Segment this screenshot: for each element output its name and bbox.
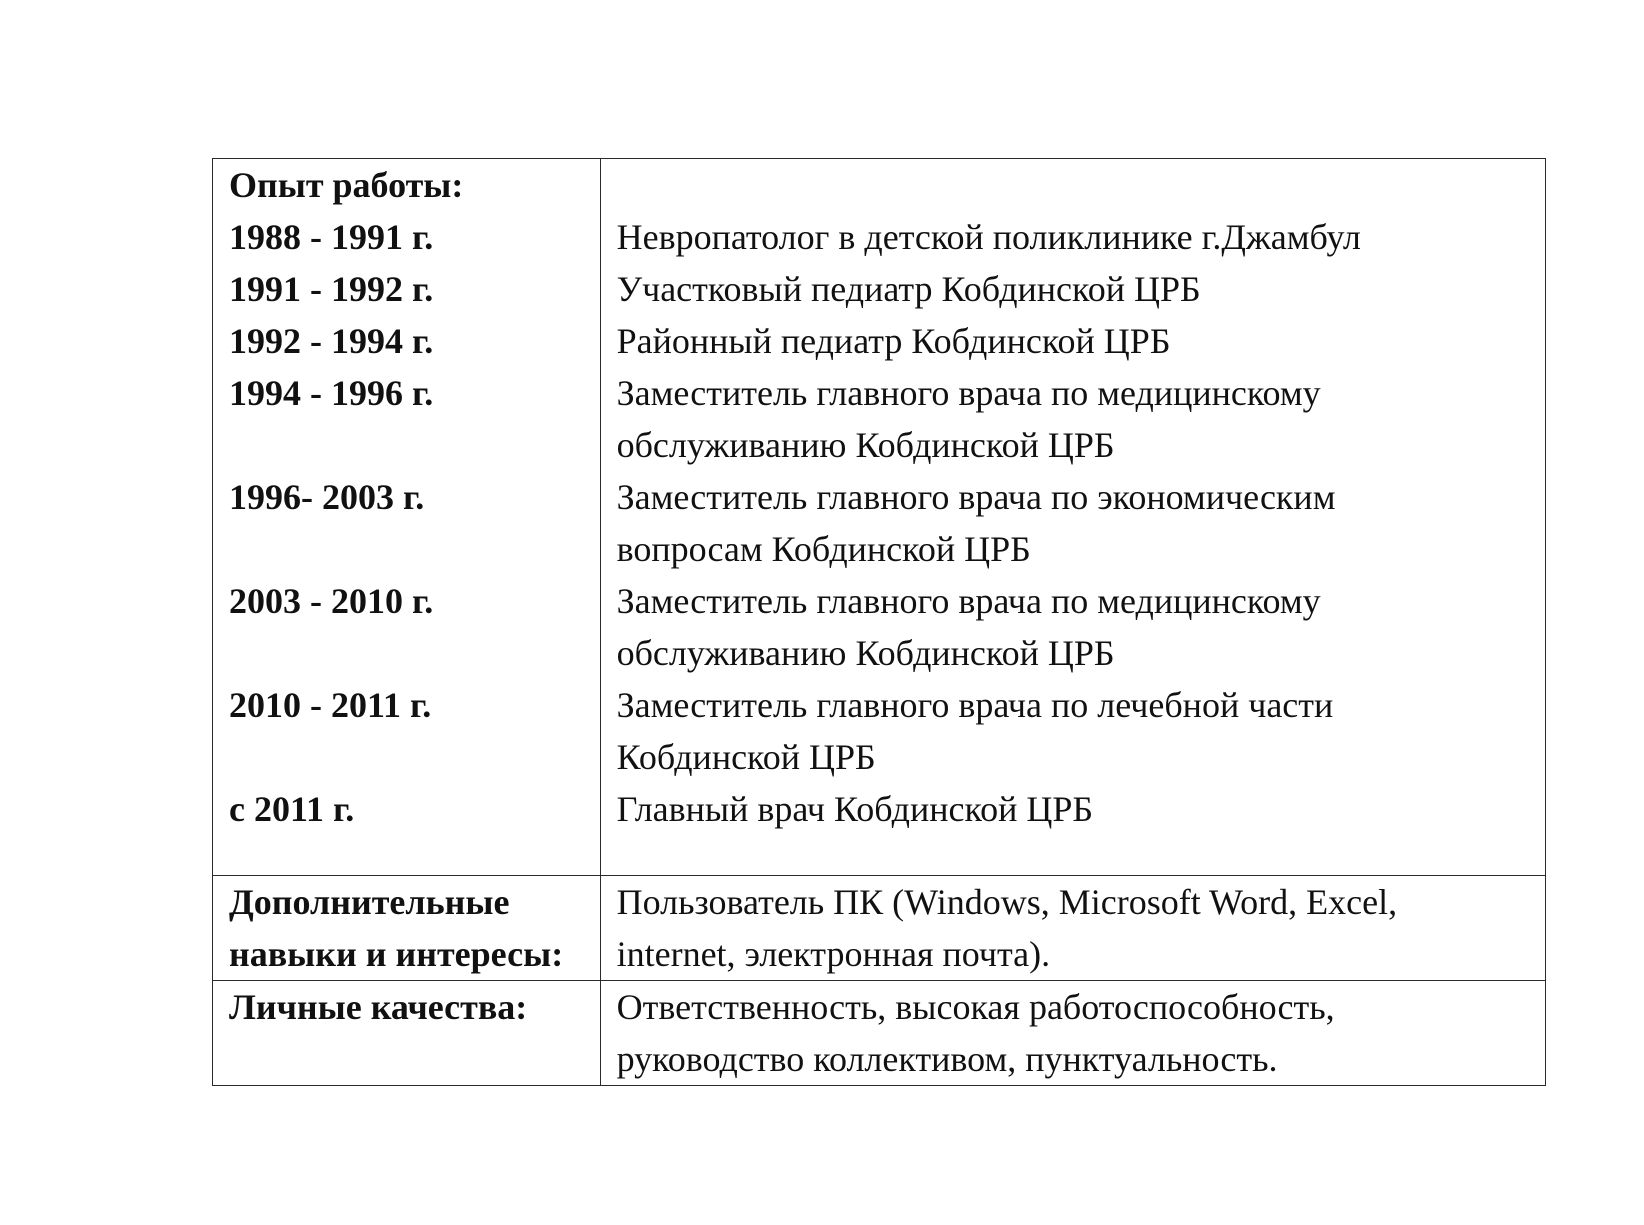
period-7: 2010 - 2011 г. <box>229 685 432 725</box>
position-8-line-1: Главный врач Кобдинской ЦРБ <box>616 789 1094 829</box>
position-2-line-1: Участковый педиатр Кобдинской ЦРБ <box>616 269 1201 309</box>
resume-table <box>212 158 1546 1086</box>
positions-heading-spacer <box>617 159 1531 211</box>
position-5-line-2: вопросам Кобдинской ЦРБ <box>616 529 1031 569</box>
position-1-line-1: Невропатолог в детской поликлинике г.Джамбул <box>616 217 1361 257</box>
skills-value-cell <box>600 876 1545 981</box>
period-2: 1991 - 1992 г. <box>229 269 434 309</box>
position-3-line-1: Районный педиатр Кобдинской ЦРБ <box>616 321 1171 361</box>
skills-label-line-2: навыки и интересы: <box>229 934 564 974</box>
position-4-line-1: Заместитель главного врача по медицинскому <box>616 373 1321 413</box>
period-7-spacer <box>229 731 586 783</box>
skills-label-line-1: Дополнительные <box>229 882 510 922</box>
skills-row <box>213 876 1546 981</box>
position-7-line-1: Заместитель главного врача по лечебной части <box>616 685 1334 725</box>
period-1: 1988 - 1991 г. <box>229 217 434 257</box>
personal-label-line-1: Личные качества: <box>229 987 528 1027</box>
experience-positions-cell <box>600 159 1545 876</box>
personal-value-line-1: Ответственность, высокая работоспособность, <box>616 987 1335 1027</box>
period-8: с 2011 г. <box>229 789 355 829</box>
period-5: 1996- 2003 г. <box>229 477 425 517</box>
personal-value-line-2: руководство коллективом, пунктуальность. <box>616 1039 1278 1079</box>
period-4: 1994 - 1996 г. <box>229 373 434 413</box>
skills-label-cell <box>213 876 601 981</box>
personal-label-cell <box>213 981 601 1086</box>
skills-value-line-1: Пользователь ПК (Windows, Microsoft Word, Excel, <box>616 882 1398 922</box>
experience-periods-cell <box>213 159 601 876</box>
period-5-spacer <box>229 523 586 575</box>
position-7-line-2: Кобдинской ЦРБ <box>616 737 876 777</box>
skills-value-line-2: internet, электронная почта). <box>616 934 1051 974</box>
period-3: 1992 - 1994 г. <box>229 321 434 361</box>
personal-row <box>213 981 1546 1086</box>
period-4-spacer <box>229 419 586 471</box>
experience-heading: Опыт работы: <box>229 165 464 205</box>
position-6-line-1: Заместитель главного врача по медицинскому <box>616 581 1321 621</box>
position-4-line-2: обслуживанию Кобдинской ЦРБ <box>616 425 1115 465</box>
period-6: 2003 - 2010 г. <box>229 581 434 621</box>
personal-value-cell <box>600 981 1545 1086</box>
position-6-line-2: обслуживанию Кобдинской ЦРБ <box>616 633 1115 673</box>
position-5-line-1: Заместитель главного врача по экономическим <box>616 477 1336 517</box>
period-6-spacer <box>229 627 586 679</box>
experience-row <box>213 159 1546 876</box>
